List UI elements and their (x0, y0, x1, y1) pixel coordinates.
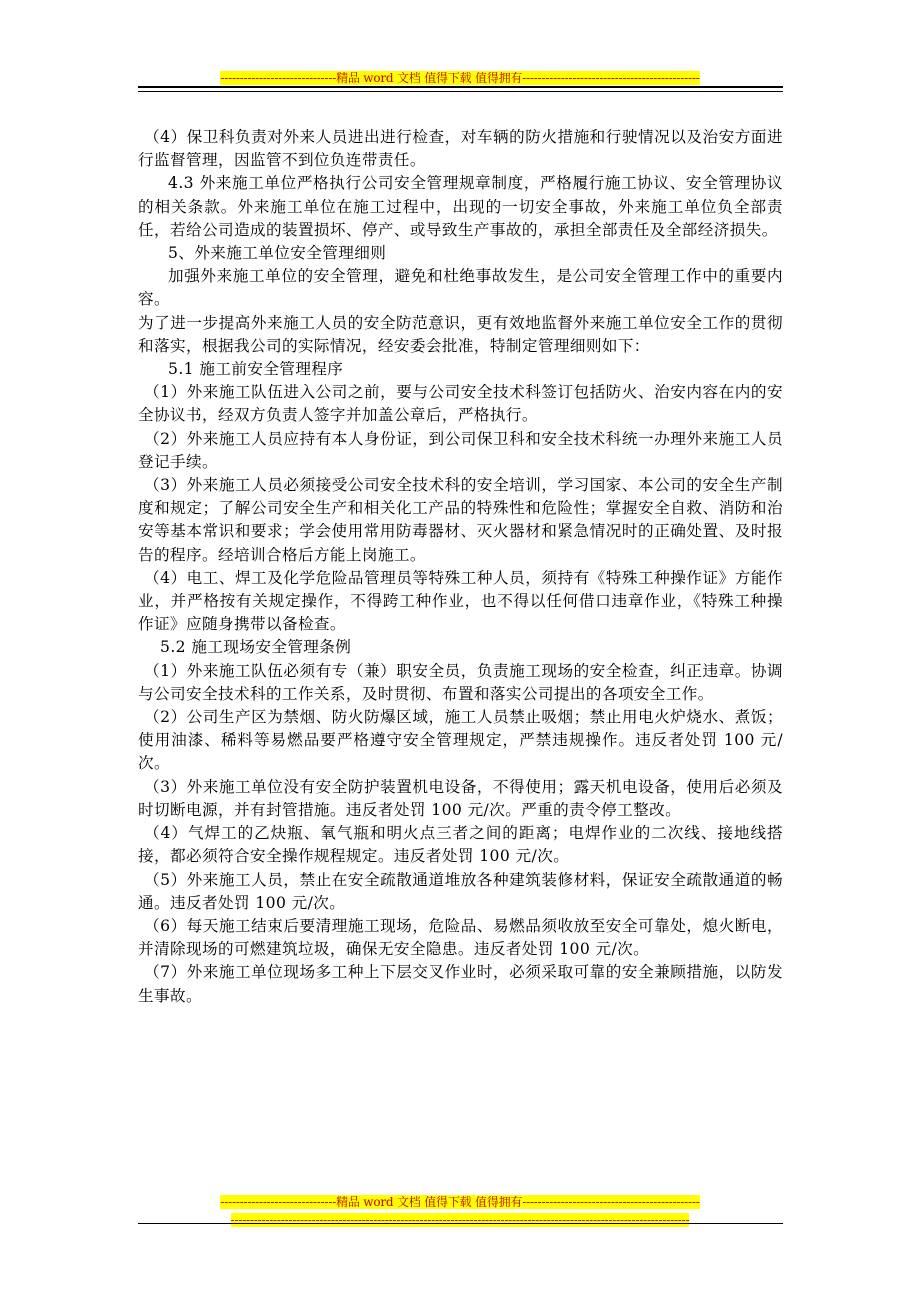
paragraph: （1）外来施工队伍必须有专（兼）职安全员，负责施工现场的安全检查，纠正违章。协调与公司安全技术科的工作关系，及时贯彻、布置和落实公司提出的各项安全工作。 (138, 661, 783, 703)
footer-dash-line (0, 1209, 920, 1228)
paragraph: （7）外来施工单位现场多工种上下层交叉作业时，必须采取可靠的安全兼顾措施，以防发生事故。 (138, 963, 783, 1005)
header-banner-text: ------------------------------精品 word 文档 值得下载 值得拥有---------------------------------------------- (220, 71, 700, 85)
header-rule-thick (138, 86, 783, 88)
paragraph: 5.2 施工现场安全管理条例 (160, 638, 352, 657)
paragraph: （4）保卫科负责对外来人员进出进行检查，对车辆的防火措施和行驶情况以及治安方面进行监督管理，因监管不到位负连带责任。 (138, 128, 783, 170)
footer-banner-text: ------------------------------精品 word 文档 值得下载 值得拥有---------------------------------------------- (220, 1195, 700, 1209)
paragraph: 加强外来施工单位的安全管理，避免和杜绝事故发生，是公司安全管理工作中的重要内容。 (138, 267, 783, 309)
paragraph: （3）外来施工单位没有安全防护装置机电设备，不得使用；露天机电设备，使用后必须及时切断电源，并有封管措施。违反者处罚 100 元/次。严重的责令停工整改。 (138, 777, 783, 819)
paragraph: （4）电工、焊工及化学危险品管理员等特殊工种人员，须持有《特殊工种操作证》方能作业，并严格按有关规定操作，不得跨工种作业，也不得以任何借口违章作业，《特殊工种操作证》应随身携带以备检查。 (138, 568, 783, 634)
paragraph: 5、外来施工单位安全管理细则 (168, 244, 387, 263)
paragraph: （2）外来施工人员应持有本人身份证，到公司保卫科和安全技术科统一办理外来施工人员登记手续。 (138, 429, 783, 471)
paragraph: （2）公司生产区为禁烟、防火防爆区域，施工人员禁止吸烟；禁止用电火炉烧水、煮饭；使用油漆、稀料等易燃品要严格遵守安全管理规定，严禁违规操作。违反者处罚 100 元/次。 (138, 708, 783, 773)
paragraph: 为了进一步提高外来施工人员的安全防范意识，更有效地监督外来施工单位安全工作的贯彻和落实，根据我公司的实际情况，经安委会批准，特制定管理细则如下： (138, 313, 783, 355)
footer-banner (0, 1191, 920, 1210)
paragraph: 4.3 外来施工单位严格执行公司安全管理规章制度，严格履行施工协议、安全管理协议的相关条款。外来施工单位在施工过程中，出现的一切安全事故，外来施工单位负全部责任，若给公司造成的装置损坏、停产、或导致生产事故的，承担全部责任及全部经济损失。 (138, 174, 783, 239)
paragraph: （5）外来施工人员，禁止在安全疏散通道堆放各种建筑装修材料，保证安全疏散通道的畅通。违反者处罚 100 元/次。 (138, 870, 783, 912)
paragraph: （6）每天施工结束后要清理施工现场，危险品、易燃品须收放至安全可靠处，熄火断电，并清除现场的可燃建筑垃圾，确保无安全隐患。违反者处罚 100 元/次。 (138, 916, 783, 959)
paragraph: （3）外来施工人员必须接受公司安全技术科的安全培训，学习国家、本公司的安全生产制度和规定；了解公司安全生产和相关化工产品的特殊性和危险性；掌握安全自救、消防和治安等基本常识和要求；学会使用常用防毒器材、灭火器材和紧急情况时的正确处置、及时报告的程序。经培训合格后方能上岗施工。 (138, 476, 783, 564)
paragraph: （1）外来施工队伍进入公司之前，要与公司安全技术科签订包括防火、治安内容在内的安全协议书，经双方负责人签字并加盖公章后，严格执行。 (138, 383, 783, 425)
paragraph: （4）气焊工的乙炔瓶、氧气瓶和明火点三者之间的距离；电焊作业的二次线、接地线搭接，都必须符合安全操作规程规定。违反者处罚 100 元/次。 (138, 824, 783, 866)
header-banner (0, 67, 920, 86)
footer-dash-text: ----------------------------------------------------------------------------------------------------------------------- (230, 1213, 690, 1227)
document-body (138, 126, 783, 1008)
paragraph: 5.1 施工前安全管理程序 (168, 360, 344, 379)
footer-rule (138, 1223, 783, 1224)
header-rule-thin (138, 91, 783, 92)
